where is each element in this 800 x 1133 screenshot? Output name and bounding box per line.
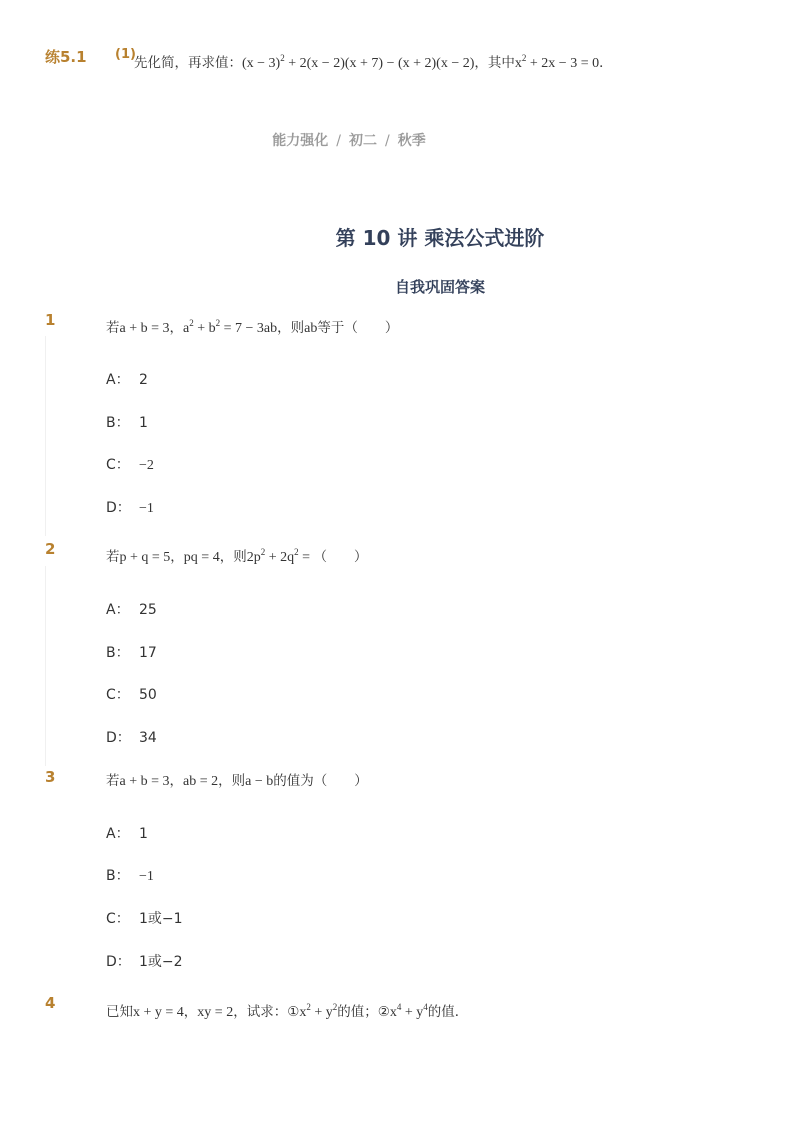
exercise-sub-number: (1) (115, 47, 136, 62)
question-text: 若p + q = 5，pq = 4，则$2p^2 + 2q^2$ = （ ） (106, 547, 368, 565)
option-c[interactable]: C： 50 (106, 687, 157, 703)
breadcrumb (0, 130, 698, 150)
exercise-condition: $x^2 + 2x - 3 = 0$ (514, 53, 600, 71)
option-d[interactable]: D： 1或−2 (106, 954, 183, 970)
breadcrumb-item-term: 秋季 (397, 133, 426, 149)
question-text: 已知x + y = 4，xy = 2，试求：$①x^2 + y^2$的值；$②x^4 + y^4$的值． (106, 1002, 469, 1020)
option-a[interactable]: A： 25 (106, 602, 157, 618)
option-b[interactable]: B： −1 (106, 868, 154, 884)
breadcrumb-item-ability: 能力强化 (272, 133, 329, 149)
question-text: 若a + b = 3，ab = 2，则a − b的值为（ ） (106, 773, 368, 789)
option-a[interactable]: A： 2 (106, 372, 148, 388)
option-c[interactable]: C： −2 (106, 457, 154, 473)
question-number: 4 (45, 994, 56, 1012)
exercise-label: 练5.1 (45, 48, 87, 66)
divider-line (45, 566, 46, 766)
question-text: 若a + b = 3，$a^2 + b^2 = 7 - 3ab$，则ab等于（ ） (106, 318, 399, 336)
option-b[interactable]: B： 1 (106, 415, 148, 431)
section-title: 自我巩固答案 (394, 278, 485, 296)
question-number: 3 (45, 768, 56, 786)
option-b[interactable]: B： 17 (106, 645, 157, 661)
question-number: 2 (45, 540, 56, 558)
breadcrumb-separator: / (385, 133, 390, 149)
option-d[interactable]: D： 34 (106, 730, 157, 746)
option-c[interactable]: C： 1或−1 (106, 911, 183, 927)
lecture-title: 第 10 讲 乘法公式进阶 (335, 226, 545, 250)
breadcrumb-separator: / (336, 133, 341, 149)
option-a[interactable]: A： 1 (106, 826, 148, 842)
option-d[interactable]: D： −1 (106, 500, 154, 516)
exercise-text: 先化简，再求值：$(x - 3)^2 + 2(x - 2)(x + 7) - (x + 2)(x - 2)$，其中$x^2 + 2x - 3 = 0$． (134, 53, 613, 71)
exercise-expression: $(x - 3)^2 + 2(x - 2)(x + 7) - (x + 2)(x - 2)$ (242, 53, 475, 71)
question-number: 1 (45, 311, 56, 329)
breadcrumb-item-grade: 初二 (349, 133, 377, 149)
divider-line (45, 336, 46, 536)
exercise-prefix: 先化简，再求值： (134, 55, 242, 71)
